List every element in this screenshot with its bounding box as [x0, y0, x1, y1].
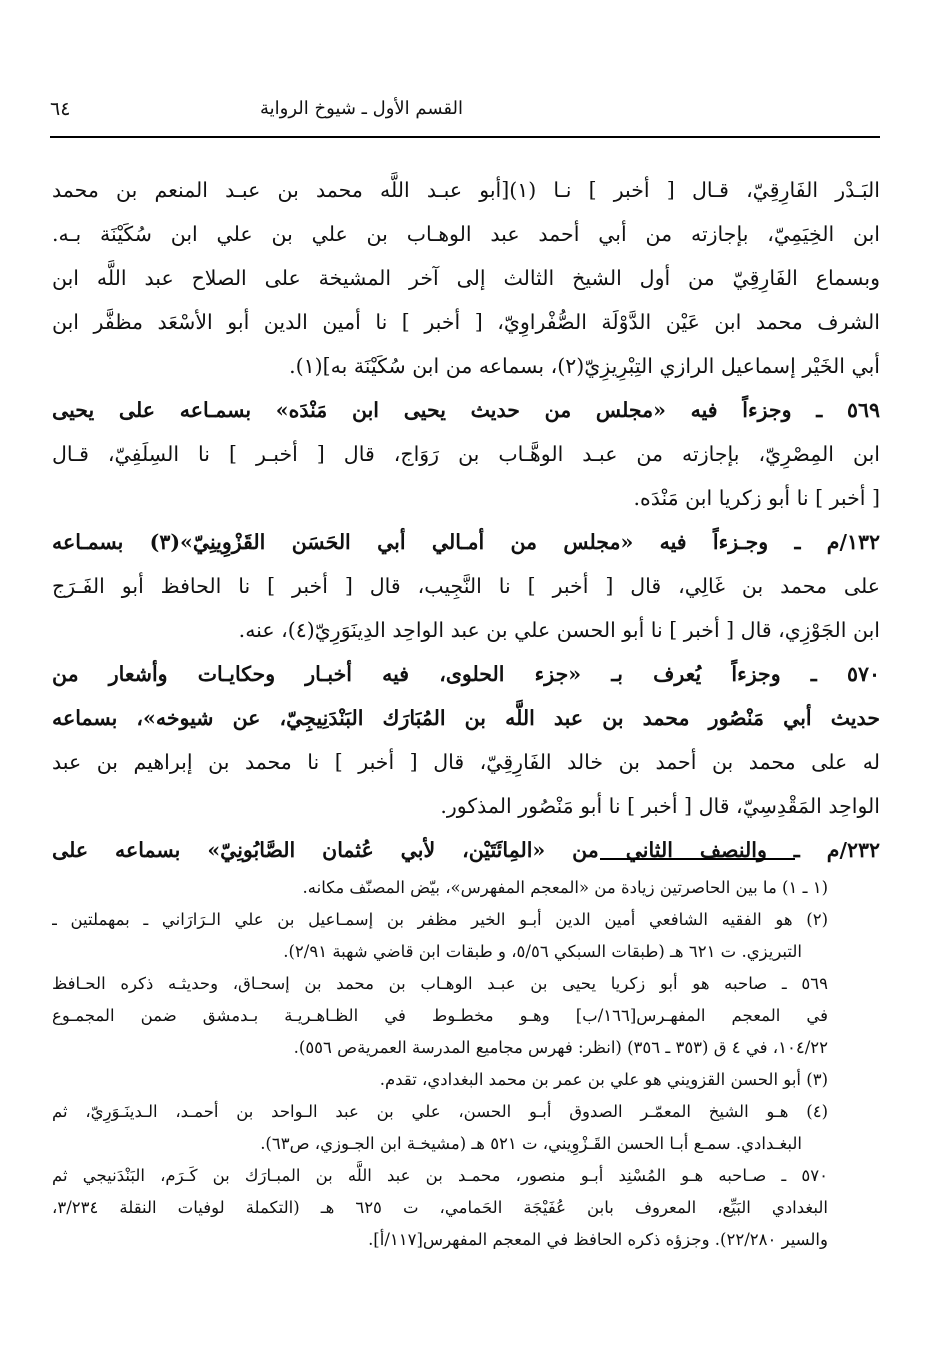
- footnote-line: ٥٧٠ ـ صـاحبه هـو المُسْنِد أبـو منصور، محمـد بن عبد اللَّه بن المبـارَك بن كَـرَم، البَنْدَنيجي ثم: [52, 1166, 828, 1185]
- text-line: الشرف محمد ابن عَيْن الدَّوْلَة الصُّفْراوِيّ، [ أخبر ] نا أمين الدين أبو الأسْعَد مظفَّر ابن: [52, 310, 880, 334]
- footnote-rule: [600, 858, 795, 860]
- page-number: ٦٤: [50, 98, 71, 120]
- footnote-line: (٤) هـو الشيخ المعمّـر الصدوق أبـو الحسن، علي بن عبد الـواحد بن أحمـد، الـدينَـوَرِيّ، ثم: [52, 1102, 828, 1121]
- text-line: أبي الخَيْر إسماعيل الرازي التِبْرِيزِيّ(٢)، بسماعه من ابن سُكَيْنَة به](١).: [289, 354, 880, 378]
- entry-232m-line: ٢٣٢/م ـ والنصف الثاني من «المِائَتَيْن، لأبي عُثمان الصَّابُونِيّ» بسماعه على: [52, 838, 880, 862]
- text-line: على محمد بن غَالِي، قال [ أخبر ] نا النَّجِيب، قال [ أخبر ] نا الحافظ أبو الفَـرَج: [52, 574, 880, 598]
- text-line: البَـدْر الفَارِقِيّ، قـال [ أخبر ] نـا (١)[أبو عبـد اللَّه محمد بن عبـد المنعم بن محمد: [52, 178, 880, 202]
- text-line: الواحِد المَقْدِسِيّ، قال [ أخبر ] نا أبو مَنْصُور المذكور.: [440, 794, 880, 818]
- footnote-line: ٥٦٩ ـ صاحبه هو أبو زكريا يحيى بن عبـد الوهـاب بن محمد بن إسحـاق، وحديثـه ذكره الحـافظ: [52, 974, 828, 993]
- footnote-line: (٢) هو الفقيه الشافعي أمين الدين أبـو الخير مظفر بن إسمـاعيل بن علي الـرَارَاني ـ بمهملتين ـ: [52, 910, 828, 929]
- text-line: ابن الخِيَمِيّ، بإجازته من أبي أحمد عبد الوهـاب بن علي بن علي ابن سُكَيْنَة بـه.: [52, 222, 880, 246]
- footnote-line: والسير ٢٢/٢٨٠). وجزؤه ذكره الحافظ في المعجم المفهرس[١١٧/أ].: [368, 1230, 828, 1249]
- footnote-line: البغدادي البَيِّع، المعروف بابن عُفَيْجَة الحَمامي، ت ٦٢٥ هـ (التكملة لوفيات النقلة ٣/٢٣٤،: [52, 1198, 828, 1217]
- footnote-line: ١٠٤/٢٢، في ٤ ق (٣٥٣ ـ ٣٥٦) (انظر: فهرس مجاميع المدرسة العمريةص ٥٥٦).: [293, 1038, 828, 1057]
- text-line: له على محمد بن أحمد بن خالد الفَارِقِيّ، قال [ أخبر ] نا محمد بن إبراهيم بن عبد: [52, 750, 880, 774]
- header-rule: [50, 136, 880, 138]
- footnote-line: (١ ـ ١) ما بين الحاصرتين زيادة من «المعجم المفهرس»، بيّض المصنّف مكانه.: [302, 878, 828, 897]
- footnote-line: البغـدادي. سمـع أبـا الحسن القَـزْوِيني، ت ٥٢١ هـ (مشيخـة ابن الجـوزي، ص٦٣).: [260, 1134, 802, 1153]
- entry-570-line: ٥٧٠ ـ وجزءاً يُعرف بـ «جزء الحلوى، فيه أخبـار وحكايـات وأشعار من: [52, 662, 880, 686]
- entry-132m-line: ١٣٢/م ـ وجـزءاً فيه «مجلس من أمـالي أبي الحَسَن القَزْوِينِيّ»(٣) بسمـاعه: [52, 530, 880, 554]
- entry-569-line: ٥٦٩ ـ وجزءاً فيه «مجلس من حديث يحيى ابن مَنْدَه» بسمـاعه على يحيى: [52, 398, 880, 422]
- running-header-title: القسم الأول ـ شيوخ الرواية: [260, 98, 464, 119]
- text-line: حديث أبي مَنْصُور محمد بن عبد اللَّه بن المُبَارَك البَنْدَنِيجِيّ، عن شيوخه»، بسماعه: [52, 706, 880, 730]
- text-line: [ أخبر ] نا أبو زكريا ابن مَنْدَه.: [633, 486, 880, 510]
- main-text: [52, 168, 880, 872]
- footnotes: [52, 872, 828, 1256]
- text-line: ابن الجَوْزِي، قال [ أخبر ] نا أبو الحسن علي بن عبد الواحِد الدِينَوَرِيّ(٤)، عنه.: [238, 618, 880, 642]
- text-line: وبسماع الفَارِقِيّ من أول الشيخ الثالث إلى آخر المشيخة على الصلاح عبد اللَّه ابن: [52, 266, 880, 290]
- text-line: ابن المِصْرِيّ، بإجازته من عبـد الوهَّـاب بن رَوَاج، قال [ أخبـر ] نا السِلَفِيّ، قـال: [52, 442, 880, 466]
- footnote-line: في المعجم المفهـرس[١٦٦/ب] وهـو مخطـوط في الظـاهـريـة بـدمشق ضمن المجمـوع: [52, 1006, 828, 1025]
- footnote-line: التبريزي. ت ٦٢١ هـ (طبقات السبكي ٥/٥٦، و طبقات ابن قاضي شهبة ٢/٩١).: [283, 942, 802, 961]
- footnote-line: (٣) أبو الحسن القزويني هو علي بن عمر بن محمد البغدادي، تقدم.: [379, 1070, 828, 1089]
